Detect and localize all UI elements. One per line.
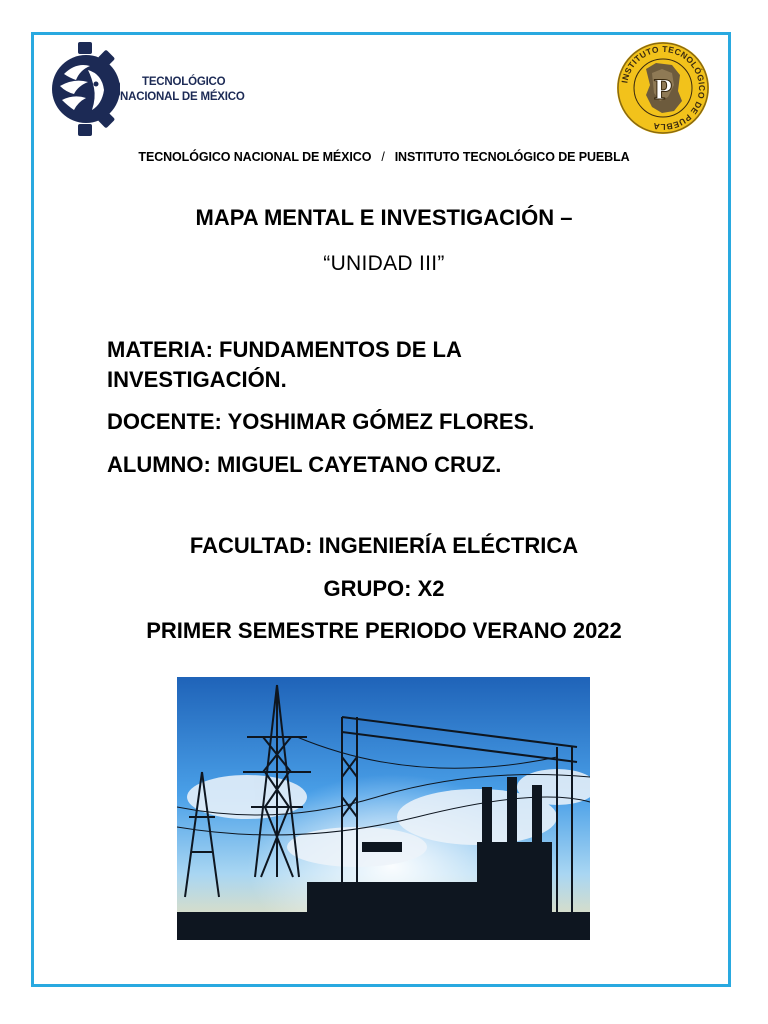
- header-tecnm: TECNOLÓGICO NACIONAL DE MÉXICO: [138, 150, 372, 164]
- header-itp: INSTITUTO TECNOLÓGICO DE PUEBLA: [394, 150, 630, 164]
- tecnm-logo: [50, 40, 122, 138]
- docente-line: DOCENTE: YOSHIMAR GÓMEZ FLORES.: [107, 409, 535, 434]
- institution-header: [0, 150, 768, 164]
- document-title: MAPA MENTAL E INVESTIGACIÓN –: [195, 205, 573, 230]
- header-separator: /: [381, 150, 385, 164]
- alumno-line: ALUMNO: MIGUEL CAYETANO CRUZ.: [107, 452, 502, 477]
- itp-seal-logo: [616, 41, 710, 135]
- substation-photo: [177, 677, 590, 940]
- svg-text:INSTITUTO TECNOLÓGICO DE PUEBL: INSTITUTO TECNOLÓGICO DE PUEBLA: [619, 43, 708, 133]
- tecnm-wordmark: [120, 75, 245, 105]
- svg-text:P: P: [653, 73, 673, 106]
- periodo-line: PRIMER SEMESTRE PERIODO VERANO 2022: [146, 618, 622, 643]
- facultad-line: FACULTAD: INGENIERÍA ELÉCTRICA: [189, 533, 579, 558]
- document-subtitle: “UNIDAD III”: [323, 252, 445, 275]
- tecnm-wordmark-line2: NACIONAL DE MÉXICO: [120, 91, 245, 103]
- tecnm-wordmark-line1: TECNOLÓGICO: [142, 76, 226, 88]
- materia-line: MATERIA: FUNDAMENTOS DE LA INVESTIGACIÓN.: [107, 337, 462, 392]
- grupo-line: GRUPO: X2: [323, 576, 445, 601]
